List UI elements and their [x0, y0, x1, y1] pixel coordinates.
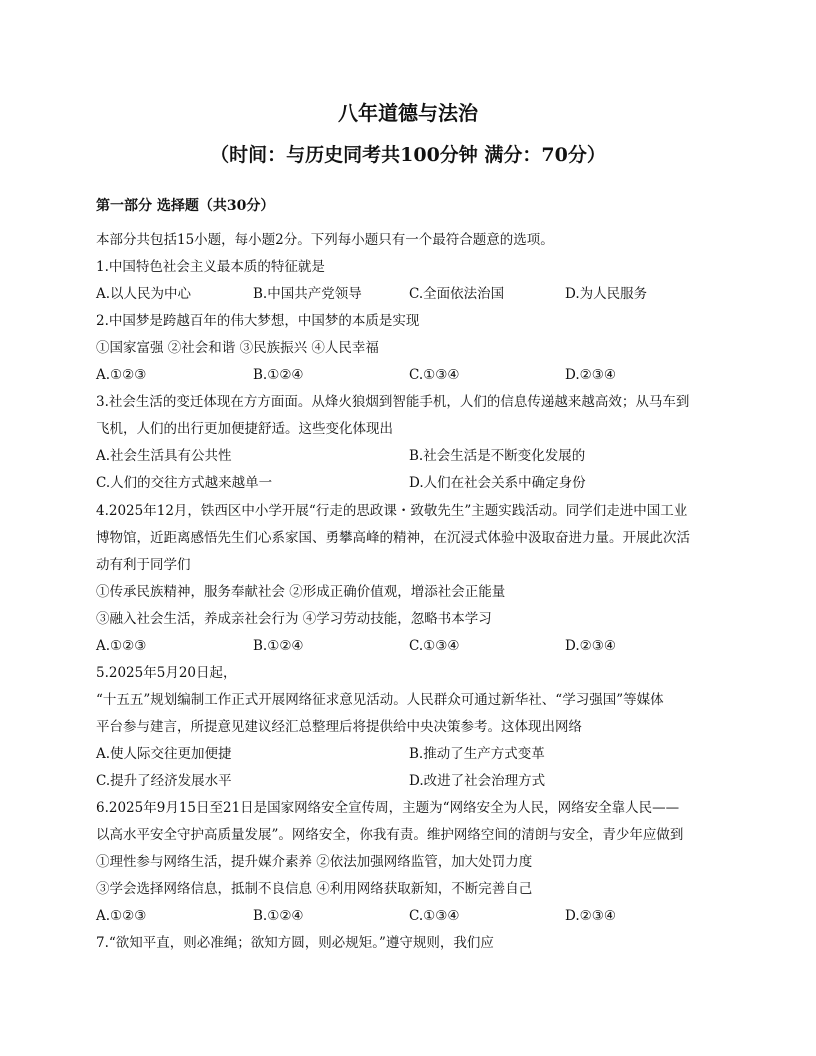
question-stem: 2.中国梦是跨越百年的伟大梦想，中国梦的本质是实现 — [96, 313, 420, 329]
option-d: D.②③④ — [565, 908, 616, 924]
option-a: A.①②③ — [96, 638, 147, 654]
option-a: A.①②③ — [96, 367, 147, 383]
option-a: A.①②③ — [96, 908, 147, 924]
option-b: B.中国共产党领导 — [253, 286, 362, 302]
option-a: A.使人际交往更加便捷 — [96, 746, 232, 762]
option-a: A.社会生活具有公共性 — [96, 448, 232, 464]
option-d: D.为人民服务 — [565, 286, 648, 302]
option-b: B.①②④ — [253, 908, 304, 924]
option-c: C.①③④ — [409, 367, 460, 383]
option-c: C.①③④ — [409, 638, 460, 654]
question-stem: 5.2025年5月20日起， — [96, 665, 237, 681]
option-b: B.①②④ — [253, 638, 304, 654]
question-stem: 4.2025年12月，铁西区中小学开展“行走的思政课・致敬先生”主题实践活动。同学们走进中国工业 — [96, 503, 688, 519]
question-stem: 动有利于同学们 — [96, 557, 191, 573]
question-stem: 以高水平安全守护高质量发展”。网络安全，你我有责。维护网络空间的清朗与安全，青少年应做到 — [96, 827, 684, 843]
question-stem: 1.中国特色社会主义最本质的特征就是 — [96, 259, 325, 275]
option-c: C.提升了经济发展水平 — [96, 773, 232, 789]
section-heading: 第一部分 选择题（共30分） — [96, 198, 275, 214]
option-d: D.②③④ — [565, 367, 616, 383]
option-b: B.推动了生产方式变革 — [409, 746, 545, 762]
option-c: C.全面依法治国 — [409, 286, 505, 302]
option-c: C.①③④ — [409, 908, 460, 924]
question-statements: ①国家富强 ②社会和谐 ③民族振兴 ④人民幸福 — [96, 340, 379, 356]
option-d: D.②③④ — [565, 638, 616, 654]
instructions: 本部分共包括15小题，每小题2分。下列每小题只有一个最符合题意的选项。 — [96, 232, 554, 248]
question-statements: ①理性参与网络生活，提升媒介素养 ②依法加强网络监管，加大处罚力度 — [96, 854, 533, 870]
question-stem: 3.社会生活的变迁体现在方方面面。从烽火狼烟到智能手机，人们的信息传递越来越高效；从马车到 — [96, 394, 690, 410]
option-b: B.社会生活是不断变化发展的 — [409, 448, 586, 464]
question-statements: ③融入社会生活，养成亲社会行为 ④学习劳动技能，忽略书本学习 — [96, 611, 492, 627]
option-a: A.以人民为中心 — [96, 286, 192, 302]
question-stem: 7.“欲知平直，则必准绳；欲知方圆，则必规矩。”遵守规则，我们应 — [96, 935, 494, 951]
question-stem: “十五五”规划编制工作正式开展网络征求意见活动。人民群众可通过新华社、“学习强国”等媒体 — [96, 692, 664, 708]
exam-title: 八年道德与法治 — [338, 101, 478, 125]
question-statements: ③学会选择网络信息，抵制不良信息 ④利用网络获取新知，不断完善自己 — [96, 881, 533, 897]
question-stem: 平台参与建言，所提意见建议经汇总整理后将提供给中央决策参考。这体现出网络 — [96, 719, 582, 735]
option-d: D.人们在社会关系中确定身份 — [409, 475, 586, 491]
option-c: C.人们的交往方式越来越单一 — [96, 475, 273, 491]
question-statements: ①传承民族精神，服务奉献社会 ②形成正确价值观，增添社会正能量 — [96, 584, 506, 600]
option-b: B.①②④ — [253, 367, 304, 383]
question-stem: 博物馆，近距离感悟先生们心系家国、勇攀高峰的精神，在沉浸式体验中汲取奋进力量。开展此次活 — [96, 530, 690, 546]
question-stem: 6.2025年9月15日至21日是国家网络安全宣传周，主题为“网络安全为人民，网络安全靠人民—— — [96, 800, 680, 816]
exam-subtitle: （时间：与历史同考共100分钟 满分：70分） — [210, 144, 606, 166]
question-stem: 飞机，人们的出行更加便捷舒适。这些变化体现出 — [96, 421, 393, 437]
option-d: D.改进了社会治理方式 — [409, 773, 546, 789]
